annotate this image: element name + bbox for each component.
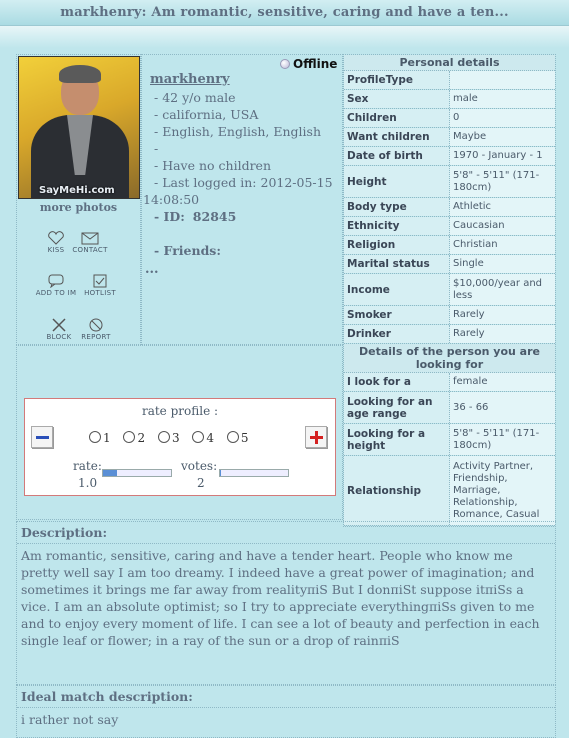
rate-title: rate profile :	[141, 404, 219, 418]
friends-label: - Friends:	[154, 243, 221, 258]
rate-value: 1.0	[78, 476, 98, 490]
looking-for-value: 36 - 66	[450, 392, 555, 423]
rate-minus-button[interactable]	[31, 426, 53, 448]
details-panel	[343, 54, 556, 527]
personal-detail-row	[344, 306, 555, 325]
looking-for-row	[344, 456, 555, 526]
rate-option-5[interactable]: 5	[227, 431, 249, 445]
photo-watermark: SayMeHi.com	[39, 185, 115, 196]
personal-detail-row	[344, 236, 555, 255]
personal-detail-key: Children	[344, 109, 450, 127]
personal-detail-value: Rarely	[450, 325, 555, 343]
looking-for-key: I look for a	[344, 373, 450, 391]
description-text: Am romantic, sensitive, caring and have a tender heart. People who know me pretty well say I am too dreamy. I indeed have a great power of imagination; and sometimes it brings me far away from realityπiS But I donπiSt suppose itπiSs a vice. I am an absolute optimist; so I try to appreciate everythingπiSs given to me and to enjoy every moment of life. I can see a lot of beauty and perfection in each single leaf or flower; in a ray of the sun or a drop of rainπiS	[21, 548, 540, 648]
report-icon	[87, 318, 105, 332]
looking-for-value: 5'8" - 5'11" (171-180cm)	[450, 424, 555, 455]
ideal-match-section	[16, 685, 556, 738]
personal-detail-value: Maybe	[450, 128, 555, 146]
personal-detail-value: Caucasian	[450, 217, 555, 235]
looking-for-key: Looking for a height	[344, 424, 450, 455]
personal-detail-row	[344, 255, 555, 274]
offline-dot-icon	[280, 59, 290, 69]
personal-detail-row	[344, 71, 555, 90]
contact-button[interactable]	[60, 231, 120, 254]
votes-bar	[219, 469, 289, 477]
status-label: Offline	[293, 57, 338, 71]
votes-label: votes:	[181, 459, 218, 473]
personal-detail-row	[344, 109, 555, 128]
username-link[interactable]: markhenry	[150, 72, 230, 87]
looking-for-row	[344, 424, 555, 456]
personal-detail-row	[344, 166, 555, 198]
personal-detail-key: Body type	[344, 198, 450, 216]
info-location: - california, USA	[154, 107, 259, 122]
kiss-label: KISS	[47, 246, 65, 254]
personal-detail-key: ProfileType	[344, 71, 450, 89]
rate-option-1[interactable]: 1	[89, 431, 111, 445]
description-section	[16, 521, 556, 685]
minus-icon	[36, 436, 49, 439]
description-heading: Description:	[17, 522, 555, 544]
personal-detail-key: Drinker	[344, 325, 450, 343]
looking-for-key: Relationship	[344, 456, 450, 525]
chat-icon	[47, 274, 65, 288]
personal-detail-value: 0	[450, 109, 555, 127]
personal-detail-value: Rarely	[450, 306, 555, 324]
rate-option-3[interactable]: 3	[158, 431, 180, 445]
personal-detail-key: Date of birth	[344, 147, 450, 165]
profile-info	[143, 89, 343, 259]
envelope-icon	[81, 231, 99, 245]
info-languages: - English, English, English	[154, 124, 322, 139]
personal-detail-row	[344, 274, 555, 306]
status-badge	[280, 57, 337, 71]
checklist-icon	[91, 274, 109, 288]
friends-more[interactable]: ...	[145, 262, 159, 277]
rate-option-2[interactable]: 2	[123, 431, 145, 445]
looking-for-row	[344, 373, 555, 392]
looking-for-heading: Details of the person you are looking for	[344, 344, 555, 373]
contact-label: CONTACT	[72, 246, 108, 254]
info-blank: -	[154, 141, 159, 156]
block-label: BLOCK	[46, 333, 72, 341]
looking-for-value: Activity Partner, Friendship, Marriage, Relationship, Romance, Casual	[450, 456, 555, 525]
info-age: - 42 y/o male	[154, 90, 236, 105]
personal-detail-value: $10,000/year and less	[450, 274, 555, 305]
more-photos-link[interactable]: more photos	[39, 201, 118, 214]
profile-photo[interactable]	[18, 56, 140, 199]
personal-detail-key: Sex	[344, 90, 450, 108]
looking-for-value: female	[450, 373, 555, 391]
looking-for-row	[344, 392, 555, 424]
report-button[interactable]	[66, 318, 126, 341]
looking-for-key: Looking for an age range	[344, 392, 450, 423]
rate-bar	[102, 469, 172, 477]
personal-detail-value: Athletic	[450, 198, 555, 216]
info-last-login: - Last logged in: 2012-05-15	[154, 175, 333, 190]
personal-detail-row	[344, 147, 555, 166]
rate-option-4[interactable]: 4	[192, 431, 214, 445]
personal-detail-value: 1970 - January - 1	[450, 147, 555, 165]
personal-detail-key: Ethnicity	[344, 217, 450, 235]
header-shade	[0, 26, 569, 48]
info-id-label: - ID:	[154, 209, 185, 224]
personal-detail-value: male	[450, 90, 555, 108]
personal-detail-row	[344, 128, 555, 147]
personal-detail-key: Marital status	[344, 255, 450, 273]
personal-detail-value: 5'8" - 5'11" (171-180cm)	[450, 166, 555, 197]
ideal-match-heading: Ideal match description:	[17, 686, 555, 708]
page-title: markhenry: Am romantic, sensitive, caring and have a ten...	[0, 0, 569, 26]
personal-detail-row	[344, 90, 555, 109]
personal-detail-row	[344, 325, 555, 344]
personal-detail-row	[344, 217, 555, 236]
rate-profile-box	[24, 398, 336, 496]
personal-detail-key: Want children	[344, 128, 450, 146]
personal-detail-key: Religion	[344, 236, 450, 254]
personal-detail-value: Christian	[450, 236, 555, 254]
personal-details-heading: Personal details	[344, 55, 555, 71]
ideal-match-text: i rather not say	[21, 712, 119, 727]
personal-detail-row	[344, 198, 555, 217]
hotlist-label: HOTLIST	[84, 289, 116, 297]
info-children: - Have no children	[154, 158, 272, 173]
rate-options	[89, 431, 258, 445]
hotlist-button[interactable]	[70, 274, 130, 297]
votes-value: 2	[197, 476, 205, 490]
info-id-value: 82845	[192, 209, 237, 224]
info-login-time: 14:08:50	[143, 192, 200, 207]
personal-detail-value	[450, 71, 555, 89]
report-label: REPORT	[81, 333, 111, 341]
personal-detail-key: Height	[344, 166, 450, 197]
rate-plus-button[interactable]	[305, 426, 327, 448]
personal-detail-key: Smoker	[344, 306, 450, 324]
rate-label: rate:	[73, 459, 102, 473]
personal-detail-key: Income	[344, 274, 450, 305]
personal-detail-value: Single	[450, 255, 555, 273]
add-to-im-label: ADD TO IM	[35, 289, 77, 297]
